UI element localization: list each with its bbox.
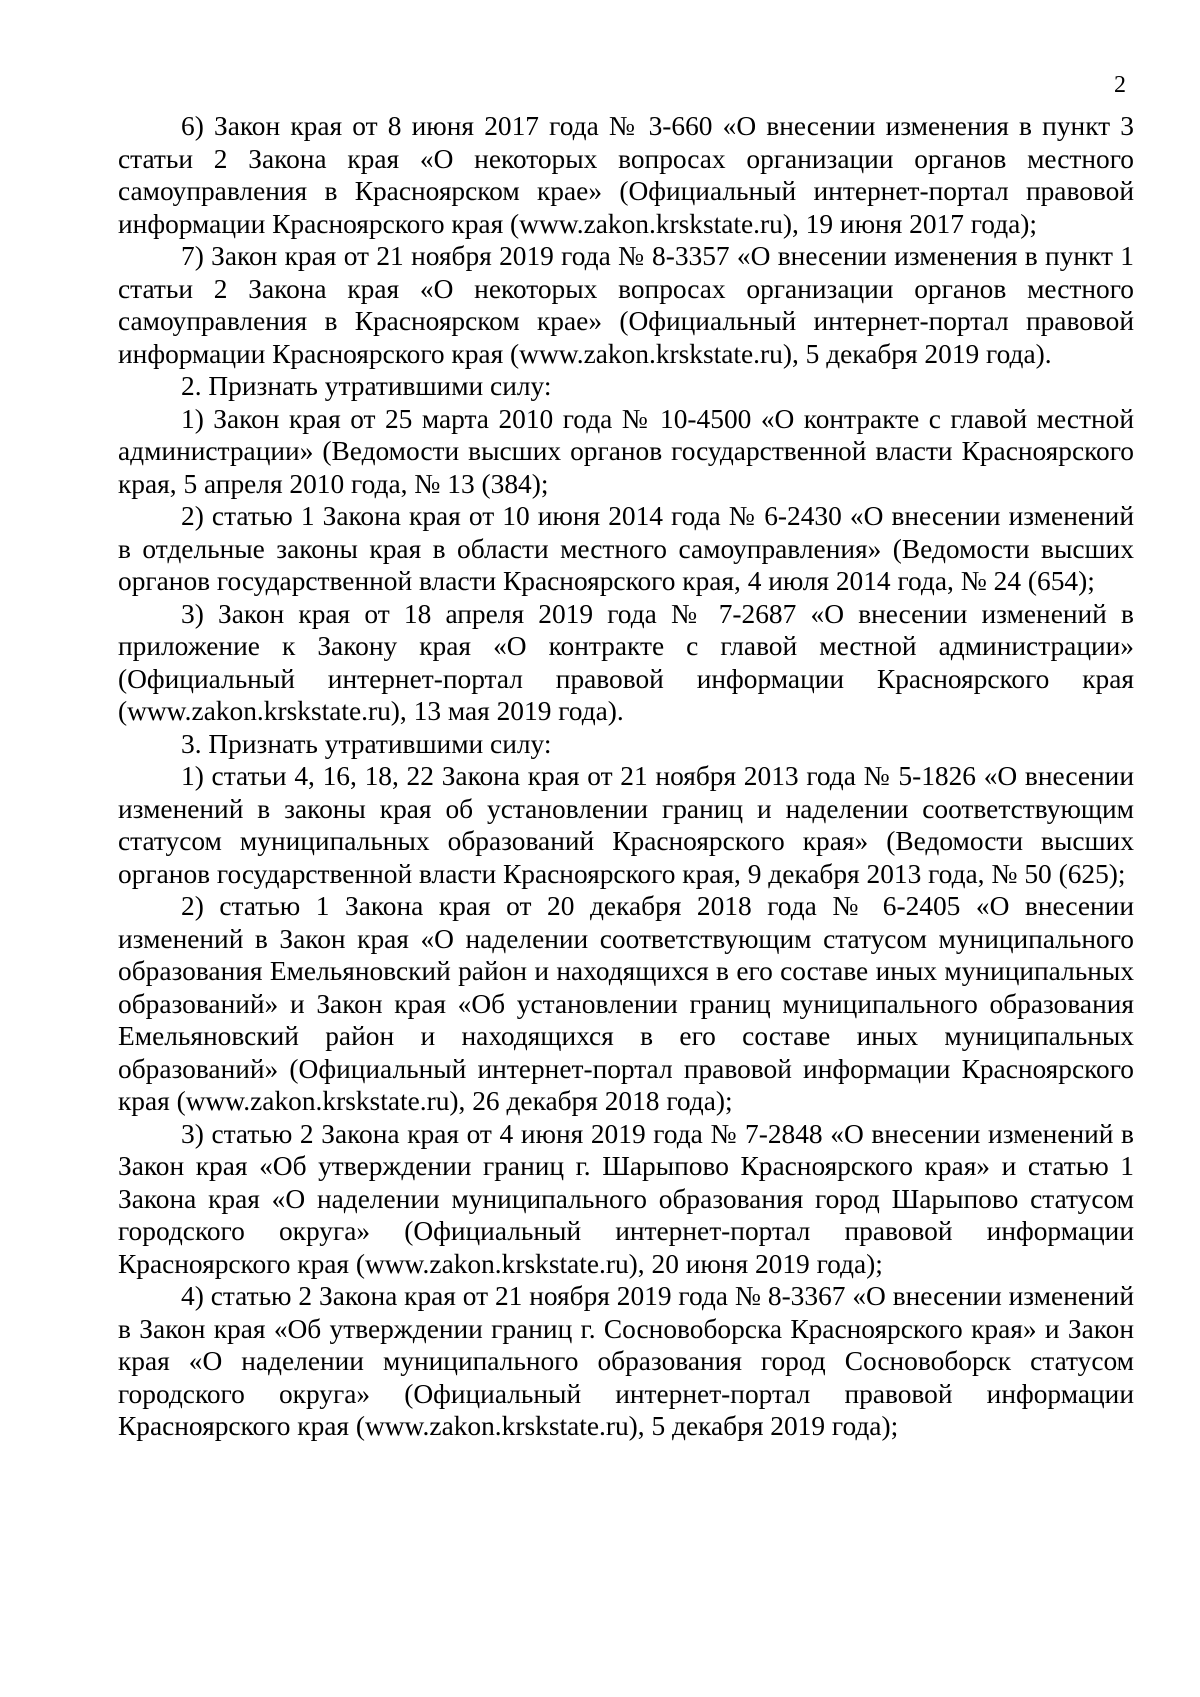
list-item-7-law-8-3357: 7) Закон края от 21 ноября 2019 года № 8-3357 «О внесении изменения в пункт 1 статьи 2 Закона края «О некоторых вопросах организации органов местного самоуправления в Красноярском крае» (Официальный интернет-портал правовой информации Красноярского края (www.zakon.krskstate.ru), 5 декабря 2019 года).	[118, 241, 1134, 369]
section-2-item-1: 1) Закон края от 25 марта 2010 года № 10-4500 «О контракте с главой местной администрации» (Ведомости высших органов государственной власти Красноярского края, 5 апреля 2010 года, № 13 (384);	[118, 403, 1134, 499]
section-2-heading: 2. Признать утратившими силу:	[181, 371, 552, 401]
page-number: 2	[1114, 72, 1126, 98]
section-3-item-4: 4) статью 2 Закона края от 21 ноября 2019 года № 8-3367 «О внесении изменений в Закон края «Об утверждении границ г. Сосновоборска Красноярского края» и Закон края «О наделении муниципального образования город Сосновоборск статусом городского округа» (Официальный интернет-портал правовой информации Красноярского края (www.zakon.krskstate.ru), 5 декабря 2019 года);	[118, 1281, 1134, 1441]
section-2-item-2: 2) статью 1 Закона края от 10 июня 2014 года № 6-2430 «О внесении изменений в отдельные законы края в области местного самоуправления» (Ведомости высших органов государственной власти Красноярского края, 4 июля 2014 года, № 24 (654);	[118, 501, 1134, 596]
document-body	[118, 110, 1134, 1443]
section-3-item-3: 3) статью 2 Закона края от 4 июня 2019 года № 7-2848 «О внесении изменений в Закон края «Об утверждении границ г. Шарыпово Красноярского края» и статью 1 Закона края «О наделении муниципального образования город Шарыпово статусом городского округа» (Официальный интернет-портал правовой информации Красноярского края (www.zakon.krskstate.ru), 20 июня 2019 года);	[118, 1118, 1134, 1279]
section-3-heading: 3. Признать утратившими силу:	[181, 728, 552, 759]
section-2-item-3: 3) Закон края от 18 апреля 2019 года № 7-2687 «О внесении изменений в приложение к Закону края «О контракте с главой местной администрации» (Официальный интернет-портал правовой информации Красноярского края (www.zakon.krskstate.ru), 13 мая 2019 года).	[118, 598, 1134, 726]
section-3-item-2: 2) статью 1 Закона края от 20 декабря 2018 года № 6-2405 «О внесении изменений в Закон края «О наделении соответствующим статусом муниципального образования Емельяновский район и находящихся в его составе иных муниципальных образований» и Закон края «Об установлении границ муниципального образования Емельяновский район и находящихся в его составе иных муниципальных образований» (Официальный интернет-портал правовой информации Красноярского края (www.zakon.krskstate.ru), 26 декабря 2018 года);	[118, 891, 1134, 1116]
list-item-6-law-3-660: 6) Закон края от 8 июня 2017 года № 3-660 «О внесении изменения в пункт 3 статьи 2 Закона края «О некоторых вопросах организации органов местного самоуправления в Красноярском крае» (Официальный интернет-портал правовой информации Красноярского края (www.zakon.krskstate.ru), 19 июня 2017 года);	[118, 111, 1134, 239]
section-3-item-1: 1) статьи 4, 16, 18, 22 Закона края от 21 ноября 2013 года № 5-1826 «О внесении изменений в законы края об установлении границ и наделении соответствующим статусом муниципальных образований Красноярского края» (Ведомости высших органов государственной власти Красноярского края, 9 декабря 2013 года, № 50 (625);	[118, 761, 1134, 889]
